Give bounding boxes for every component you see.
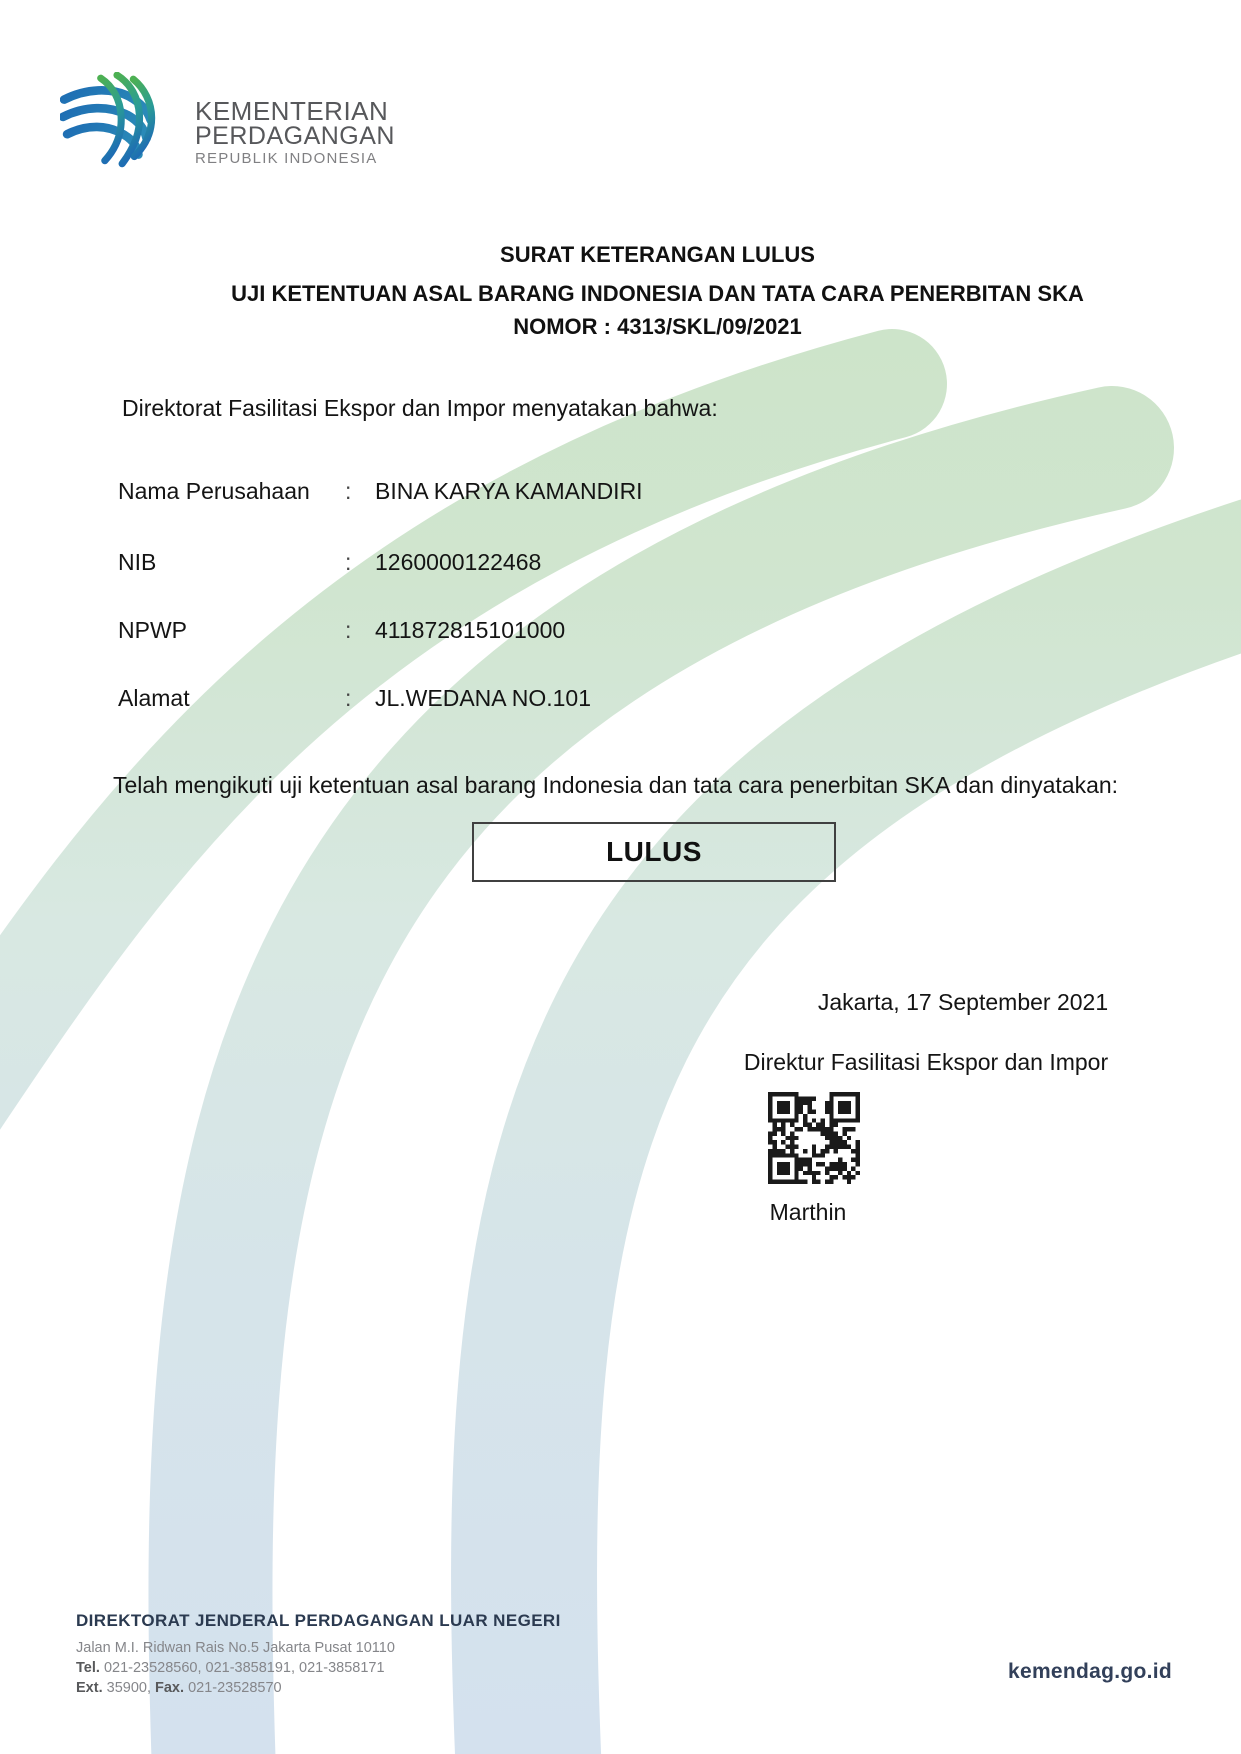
field-colon: : (345, 478, 352, 504)
result-box (472, 822, 836, 882)
field-value: BINA KARYA KAMANDIRI (375, 478, 643, 504)
footer-website: kemendag.go.id (1008, 1660, 1173, 1683)
field-colon: : (345, 549, 352, 575)
document-number: NOMOR : 4313/SKL/09/2021 (513, 314, 802, 339)
footer-tel-numbers: 021-23528560, 021-3858191, 021-3858171 (103, 1660, 385, 1676)
field-label: Nama Perusahaan (118, 478, 310, 504)
field-label: Alamat (118, 685, 190, 711)
statement-text: Telah mengikuti uji ketentuan asal barang Indonesia dan tata cara penerbitan SKA dan dinyatakan: (113, 772, 1119, 798)
ministry-name-line2: PERDAGANGAN (195, 122, 395, 150)
result-label: LULUS (606, 836, 702, 867)
field-label: NIB (118, 549, 157, 575)
signatory-name: Marthin (769, 1199, 847, 1225)
footer-tel-line (76, 1660, 385, 1677)
field-row-address (118, 686, 1098, 710)
intro-text: Direktorat Fasilitasi Ekspor dan Impor menyatakan bahwa: (122, 395, 718, 421)
footer-ext-fax-line (76, 1680, 282, 1697)
footer-fax-label: Fax. (155, 1680, 185, 1696)
field-row-npwp (118, 618, 1098, 642)
footer-ext-label: Ext. (76, 1680, 103, 1696)
signature-place-date: Jakarta, 17 September 2021 (817, 989, 1109, 1015)
footer-ext-value: 35900, (106, 1680, 151, 1696)
field-row-company-name (118, 479, 1098, 503)
qr-code-icon (768, 1092, 860, 1184)
ministry-logo-mark-icon (60, 72, 172, 174)
signatory-title: Direktur Fasilitasi Ekspor dan Impor (743, 1049, 1109, 1075)
footer-address: Jalan M.I. Ridwan Rais No.5 Jakarta Pusat 10110 (76, 1640, 395, 1656)
field-row-nib (118, 550, 1098, 574)
field-label: NPWP (118, 617, 187, 643)
footer-fax-number: 021-23528570 (188, 1680, 282, 1696)
document-subtitle: UJI KETENTUAN ASAL BARANG INDONESIA DAN TATA CARA PENERBITAN SKA (231, 281, 1084, 306)
field-value: JL.WEDANA NO.101 (375, 685, 592, 711)
ministry-subtitle: REPUBLIK INDONESIA (195, 150, 378, 167)
field-colon: : (345, 685, 352, 711)
footer-department: DIREKTORAT JENDERAL PERDAGANGAN LUAR NEGERI (76, 1611, 561, 1630)
document-title: SURAT KETERANGAN LULUS (500, 242, 815, 267)
footer-tel-label: Tel. (76, 1660, 100, 1676)
field-value: 1260000122468 (375, 549, 542, 575)
ministry-name-line1: KEMENTERIAN (195, 96, 389, 126)
field-colon: : (345, 617, 352, 643)
field-value: 411872815101000 (375, 617, 566, 643)
